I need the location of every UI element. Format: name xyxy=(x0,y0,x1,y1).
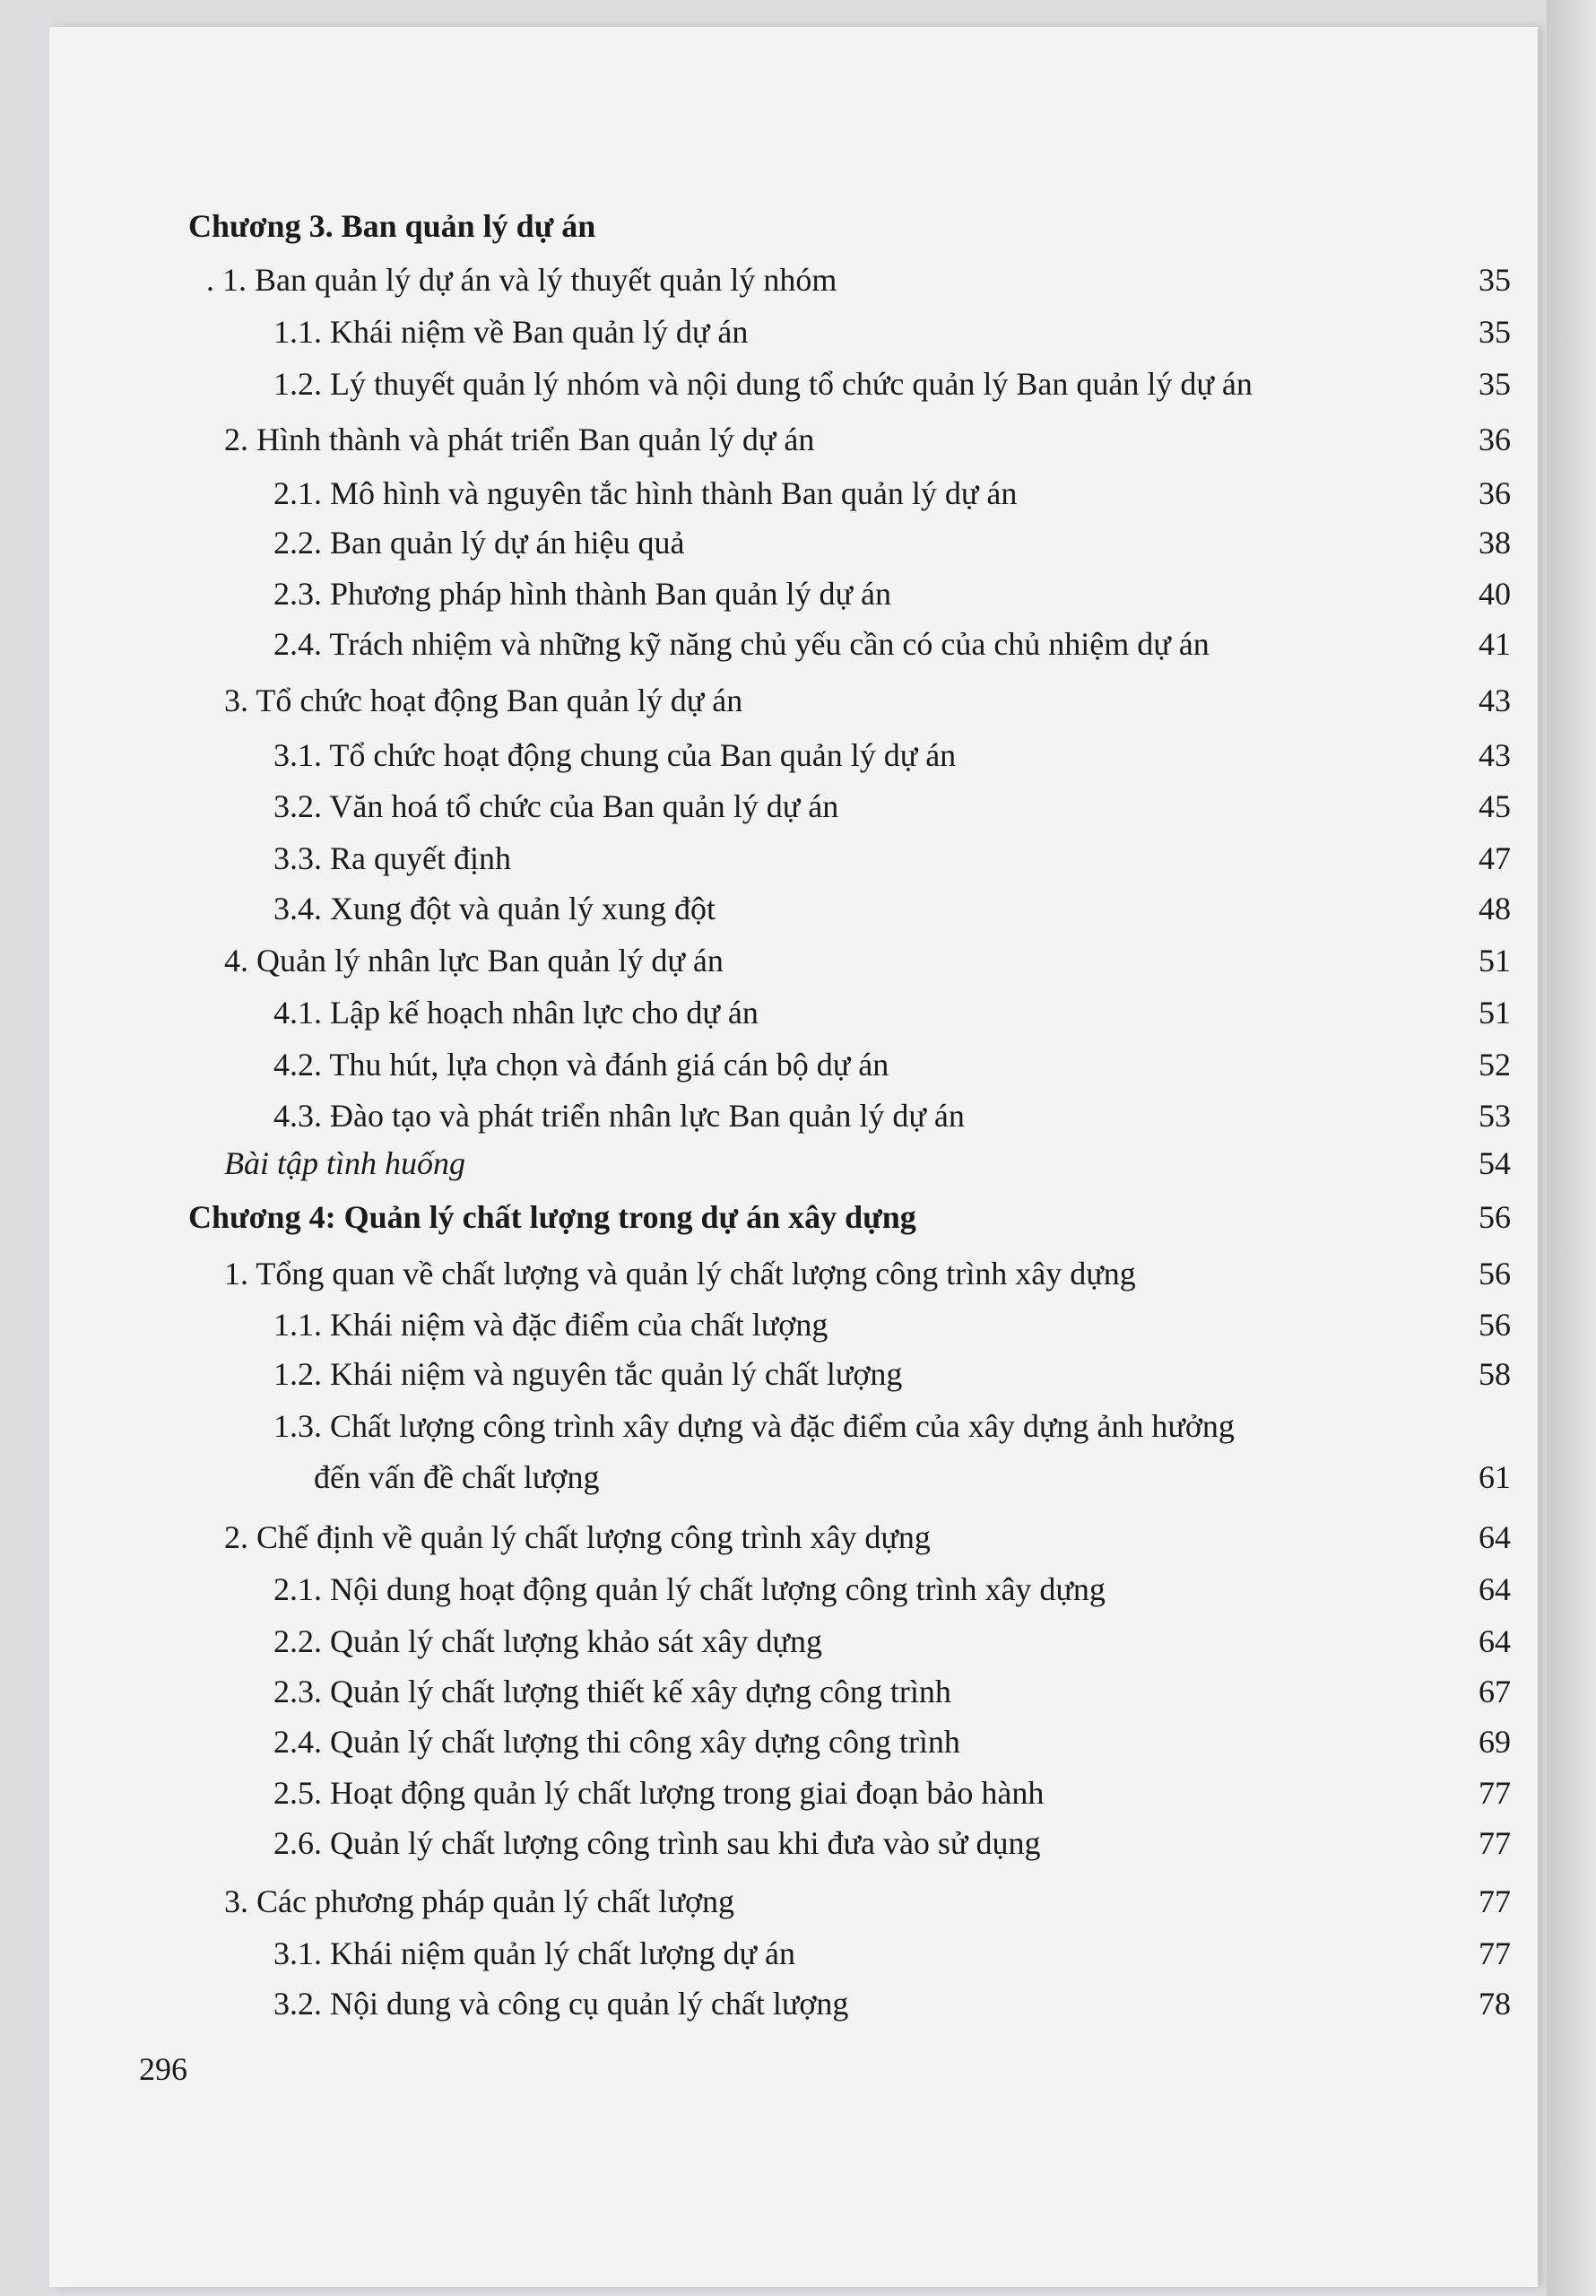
toc-entry-text: . 1. Ban quản lý dự án và lý thuyết quản lý nhóm xyxy=(206,262,837,298)
toc-entry-text: 2.1. Mô hình và nguyên tắc hình thành Ban quản lý dự án xyxy=(273,475,1018,511)
toc-entry-text: 3.3. Ra quyết định xyxy=(273,840,511,876)
toc-page-number: 67 xyxy=(1479,1674,1511,1709)
toc-page-number: 38 xyxy=(1479,525,1511,561)
toc-entry-text: 1.1. Khái niệm về Ban quản lý dự án xyxy=(273,314,749,350)
toc-entry-text: 4.2. Thu hút, lựa chọn và đánh giá cán bộ dự án xyxy=(273,1047,889,1083)
toc-page-number: 78 xyxy=(1479,1986,1511,2022)
toc-entry-text: Bài tập tình huống xyxy=(224,1145,465,1181)
toc-page-number: 61 xyxy=(1479,1459,1511,1495)
toc-page-number: 77 xyxy=(1479,1935,1511,1971)
toc-page-number: 36 xyxy=(1479,475,1511,511)
toc-entry-text: 2.2. Quản lý chất lượng khảo sát xây dựng xyxy=(273,1623,822,1659)
toc-entry-text: 3. Tổ chức hoạt động Ban quản lý dự án xyxy=(224,683,743,718)
toc-entry-text: 2. Hình thành và phát triển Ban quản lý dự án xyxy=(224,422,815,457)
toc-page-number: 43 xyxy=(1479,737,1511,773)
toc-page-number: 36 xyxy=(1479,422,1511,457)
toc-entry-text: 4. Quản lý nhân lực Ban quản lý dự án xyxy=(224,943,724,978)
toc-entry-text: 3.1. Tổ chức hoạt động chung của Ban quản lý dự án xyxy=(273,737,957,773)
page-number: 296 xyxy=(139,2051,187,2087)
toc-page-number: 41 xyxy=(1479,626,1511,662)
toc-page-number: 40 xyxy=(1479,576,1511,612)
toc-page-number: 54 xyxy=(1479,1145,1511,1181)
toc-page-number: 77 xyxy=(1479,1775,1511,1811)
toc-page-number: 64 xyxy=(1479,1519,1511,1555)
book-page xyxy=(49,27,1538,2287)
toc-entry-text: 1.1. Khái niệm và đặc điểm của chất lượng xyxy=(273,1307,828,1343)
toc-entry-text: 2.3. Phương pháp hình thành Ban quản lý dự án xyxy=(273,576,891,612)
toc-page-number: 47 xyxy=(1479,840,1511,876)
toc-page-number: 51 xyxy=(1479,943,1511,978)
toc-page-number: 48 xyxy=(1479,891,1511,926)
toc-page-number: 64 xyxy=(1479,1623,1511,1659)
toc-entry-text: 3. Các phương pháp quản lý chất lượng xyxy=(224,1883,734,1919)
chapter-3-title: Chương 3. Ban quản lý dự án xyxy=(188,208,596,244)
toc-entry-text: 1.2. Khái niệm và nguyên tắc quản lý chất lượng xyxy=(273,1356,903,1392)
toc-entry-text: 3.2. Nội dung và công cụ quản lý chất lượng xyxy=(273,1986,849,2022)
toc-page-number: 35 xyxy=(1479,314,1511,350)
toc-page-number: 53 xyxy=(1479,1098,1511,1134)
toc-page-number: 77 xyxy=(1479,1825,1511,1861)
toc-page-number: 56 xyxy=(1479,1199,1511,1235)
toc-page-number: 56 xyxy=(1479,1307,1511,1343)
page-edge-shadow xyxy=(1547,0,1596,2296)
toc-entry-text: 4.1. Lập kế hoạch nhân lực cho dự án xyxy=(273,995,759,1031)
toc-entry-text: 2.1. Nội dung hoạt động quản lý chất lượng công trình xây dựng xyxy=(273,1571,1106,1607)
toc-entry-text: 1.3. Chất lượng công trình xây dựng và đặc điểm của xây dựng ảnh hưởng xyxy=(273,1408,1235,1444)
toc-entry-text: 2.3. Quản lý chất lượng thiết kế xây dựng công trình xyxy=(273,1674,951,1709)
toc-page-number: 35 xyxy=(1479,366,1511,402)
toc-page-number: 77 xyxy=(1479,1883,1511,1919)
table-of-contents xyxy=(49,27,1538,2287)
toc-entry-text: 3.1. Khái niệm quản lý chất lượng dự án xyxy=(273,1935,795,1971)
toc-entry-text: 4.3. Đào tạo và phát triển nhân lực Ban quản lý dự án xyxy=(273,1098,965,1134)
toc-page-number: 52 xyxy=(1479,1047,1511,1083)
toc-entry-text: 3.4. Xung đột và quản lý xung đột xyxy=(273,891,716,926)
toc-entry-text: 2. Chế định về quản lý chất lượng công trình xây dựng xyxy=(224,1519,931,1555)
toc-page-number: 35 xyxy=(1479,262,1511,298)
chapter-4-title: Chương 4: Quản lý chất lượng trong dự án xây dựng xyxy=(188,1199,916,1235)
toc-entry-text: 2.4. Trách nhiệm và những kỹ năng chủ yếu cần có của chủ nhiệm dự án xyxy=(273,626,1210,662)
toc-entry-text: 2.4. Quản lý chất lượng thi công xây dựng công trình xyxy=(273,1724,960,1760)
toc-entry-text: 2.5. Hoạt động quản lý chất lượng trong giai đoạn bảo hành xyxy=(273,1775,1045,1811)
toc-page-number: 69 xyxy=(1479,1724,1511,1760)
toc-entry-text: 1.2. Lý thuyết quản lý nhóm và nội dung tổ chức quản lý Ban quản lý dự án xyxy=(273,366,1253,402)
toc-page-number: 56 xyxy=(1479,1256,1511,1292)
toc-page-number: 43 xyxy=(1479,683,1511,718)
toc-entry-text: đến vấn đề chất lượng xyxy=(314,1459,600,1495)
toc-entry-text: 2.2. Ban quản lý dự án hiệu quả xyxy=(273,525,685,561)
toc-entry-text: 1. Tổng quan về chất lượng và quản lý chất lượng công trình xây dựng xyxy=(224,1256,1136,1292)
toc-entry-text: 2.6. Quản lý chất lượng công trình sau khi đưa vào sử dụng xyxy=(273,1825,1041,1861)
toc-entry-text: 3.2. Văn hoá tổ chức của Ban quản lý dự án xyxy=(273,788,839,824)
toc-page-number: 58 xyxy=(1479,1356,1511,1392)
toc-page-number: 64 xyxy=(1479,1571,1511,1607)
toc-page-number: 51 xyxy=(1479,995,1511,1031)
toc-page-number: 45 xyxy=(1479,788,1511,824)
